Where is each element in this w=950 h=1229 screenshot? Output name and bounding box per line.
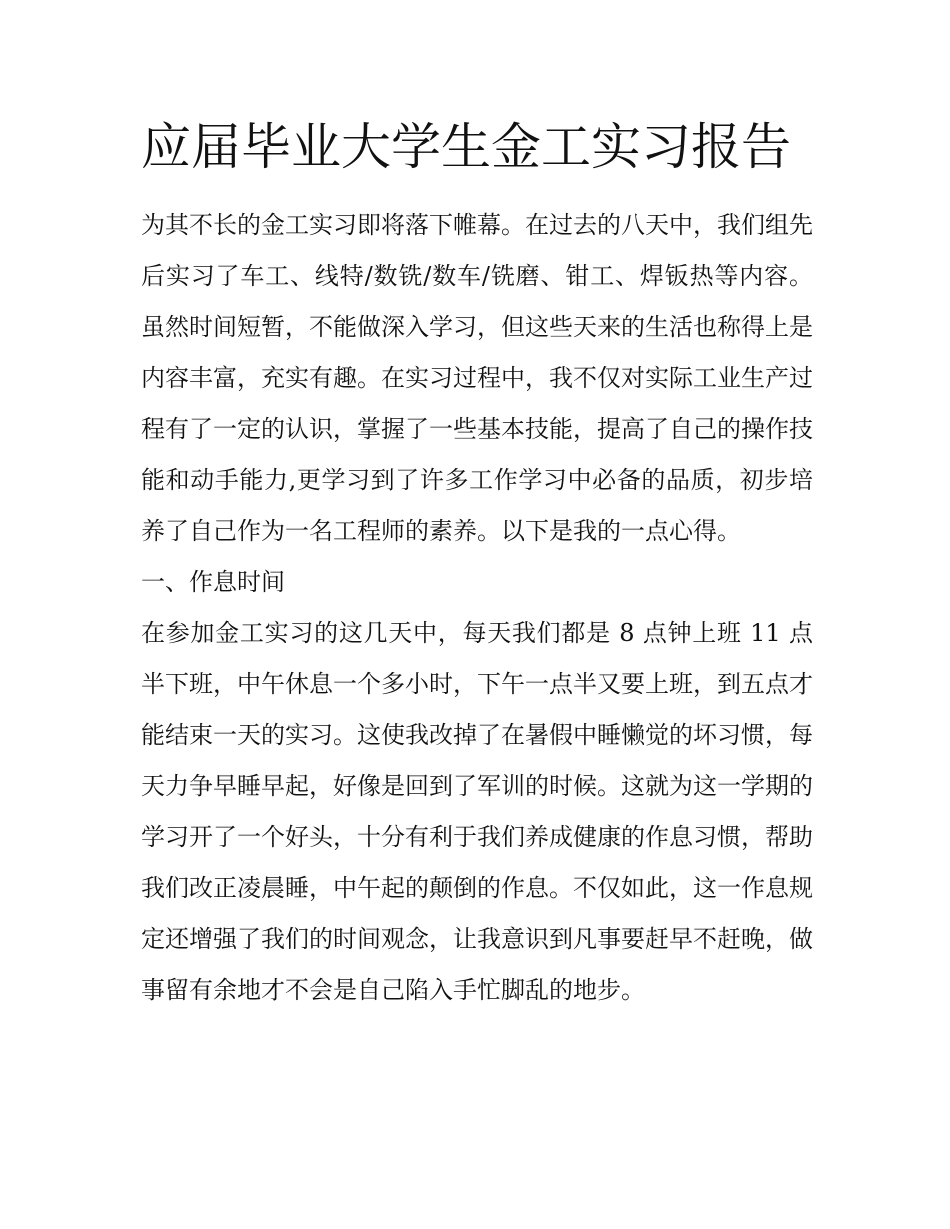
document-page bbox=[141, 112, 813, 1016]
section-heading: 一、作息时间 bbox=[141, 568, 285, 596]
intro-paragraph: 为其不长的金工实习即将落下帷幕。在过去的八天中，我们组先后实习了车工、线特/数铣/数车/铣磨、钳工、焊钣热等内容。虽然时间短暂，不能做深入学习，但这些天来的生活也称得上是内容丰富，充实有趣。在实习过程中，我不仅对实际工业生产过程有了一定的认识，掌握了一些基本技能，提高了自己的操作技能和动手能力,更学习到了许多工作学习中必备的品质，初步培养了自己作为一名工程师的素养。以下是我的一点心得。 bbox=[141, 211, 813, 545]
body-paragraph: 在参加金工实习的这几天中，每天我们都是 8 点钟上班 11 点半下班，中午休息一个多小时，下午一点半又要上班，到五点才能结束一天的实习。这使我改掉了在暑假中睡懒觉的坏习惯，每天力争早睡早起，好像是回到了军训的时候。这就为这一学期的学习开了一个好头，十分有利于我们养成健康的作息习惯，帮助我们改正凌晨睡，中午起的颠倒的作息。不仅如此，这一作息规定还增强了我们的时间观念，让我意识到凡事要赶早不赶晚，做事留有余地才不会是自己陷入手忙脚乱的地步。 bbox=[141, 619, 813, 1004]
document-title: 应届毕业大学生金工实习报告 bbox=[141, 118, 791, 176]
